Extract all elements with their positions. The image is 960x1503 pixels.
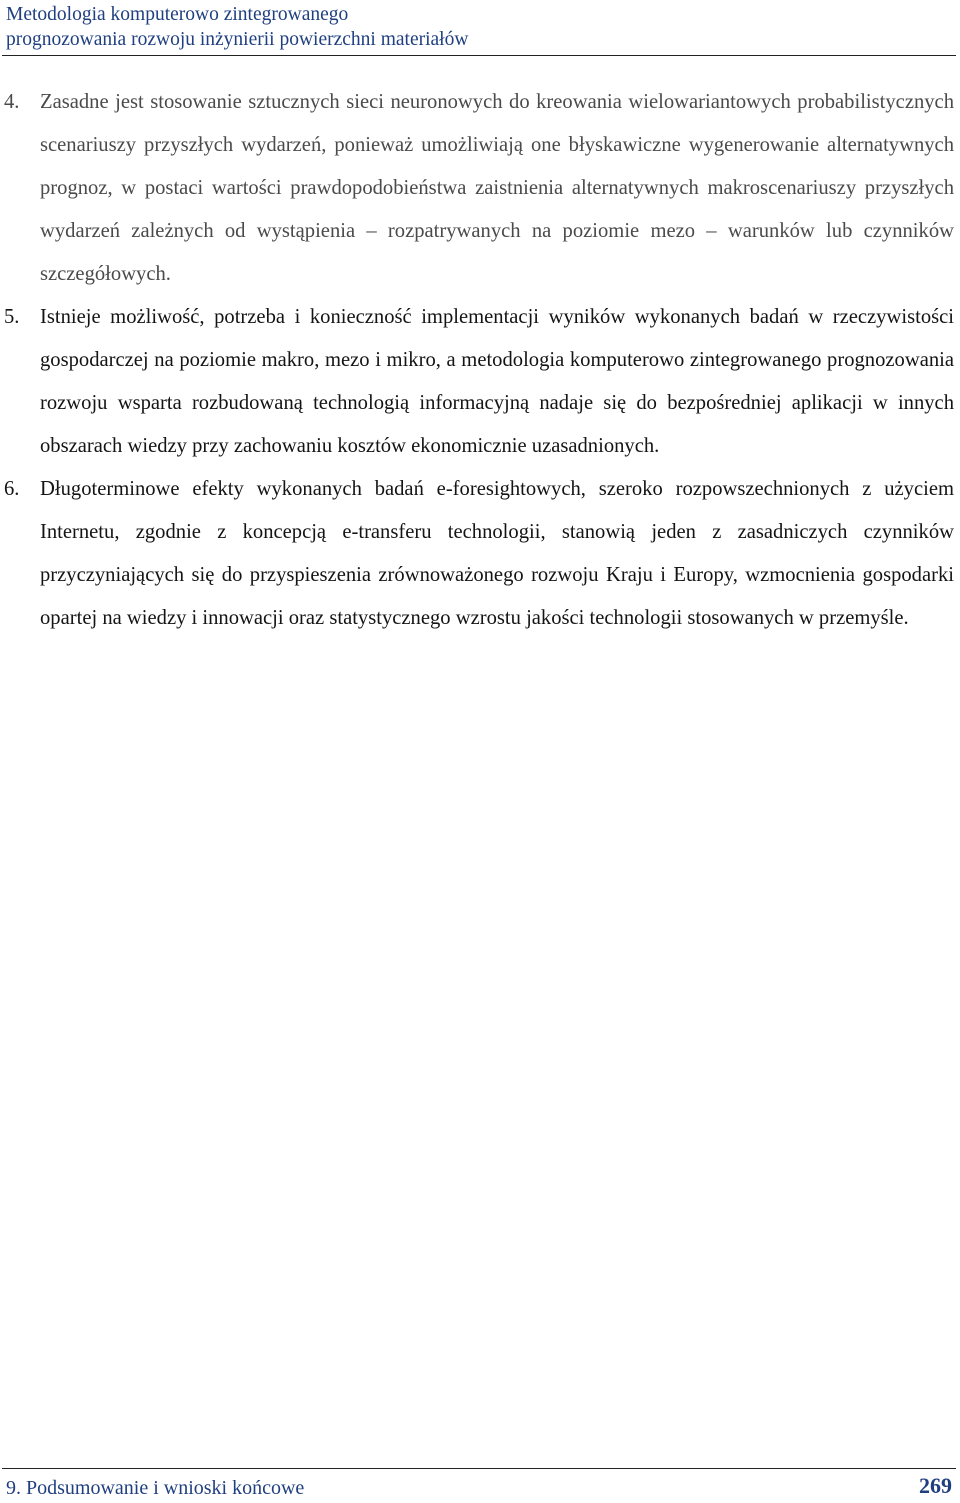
footer-section-title: 9. Podsumowanie i wnioski końcowe [6, 1477, 305, 1499]
conclusions-list [4, 81, 954, 640]
item-number: 4. [4, 91, 20, 113]
item-text: Istnieje możliwość, potrzeba i konieczność implementacji wyników wykonanych badań w rzeczywistości gospodarczej na poziomie makro, mezo i mikro, a metodologia komputerowo zintegrowanego prognozowania rozwoju wsparta rozbudowaną technologią informacyjną nadaje się do bezpośredniej aplikacji w innych obszarach wiedzy przy zachowaniu kosztów ekonomicznie uzasadnionych. [40, 306, 954, 457]
item-text: Długoterminowe efekty wykonanych badań e-foresightowych, szeroko rozpowszechnionych z użyciem Internetu, zgodnie z koncepcją e-transferu technologii, stanowią jeden z zasadniczych czynników przyczyniających się do przyspieszenia zrównoważonego rozwoju Kraju i Europy, wzmocnienia gospodarki opartej na wiedzy i innowacji oraz statystycznego wzrostu jakości technologii stosowanych w przemyśle. [40, 478, 954, 629]
header-title-line-1: Metodologia komputerowo zintegrowanego [6, 4, 349, 25]
header-title-line-2: prognozowania rozwoju inżynierii powierzchni materiałów [6, 29, 469, 50]
page-number: 269 [919, 1473, 952, 1498]
item-number: 5. [4, 306, 20, 328]
footer-rule [2, 1468, 956, 1469]
conclusion-item-4 [4, 81, 954, 296]
header-rule [2, 55, 956, 56]
item-text: Zasadne jest stosowanie sztucznych sieci neuronowych do kreowania wielowariantowych probabilistycznych scenariuszy przyszłych wydarzeń, ponieważ umożliwiają one błyskawiczne wygenerowanie alternatywnych prognoz, w postaci wartości prawdopodobieństwa zaistnienia alternatywnych makroscenariuszy przyszłych wydarzeń zależnych od wystąpienia – rozpatrywanych na poziomie mezo – warunków lub czynników szczegółowych. [40, 91, 954, 285]
conclusion-item-6 [4, 468, 954, 640]
running-header [6, 2, 954, 52]
conclusion-item-5 [4, 296, 954, 468]
item-number: 6. [4, 478, 20, 500]
